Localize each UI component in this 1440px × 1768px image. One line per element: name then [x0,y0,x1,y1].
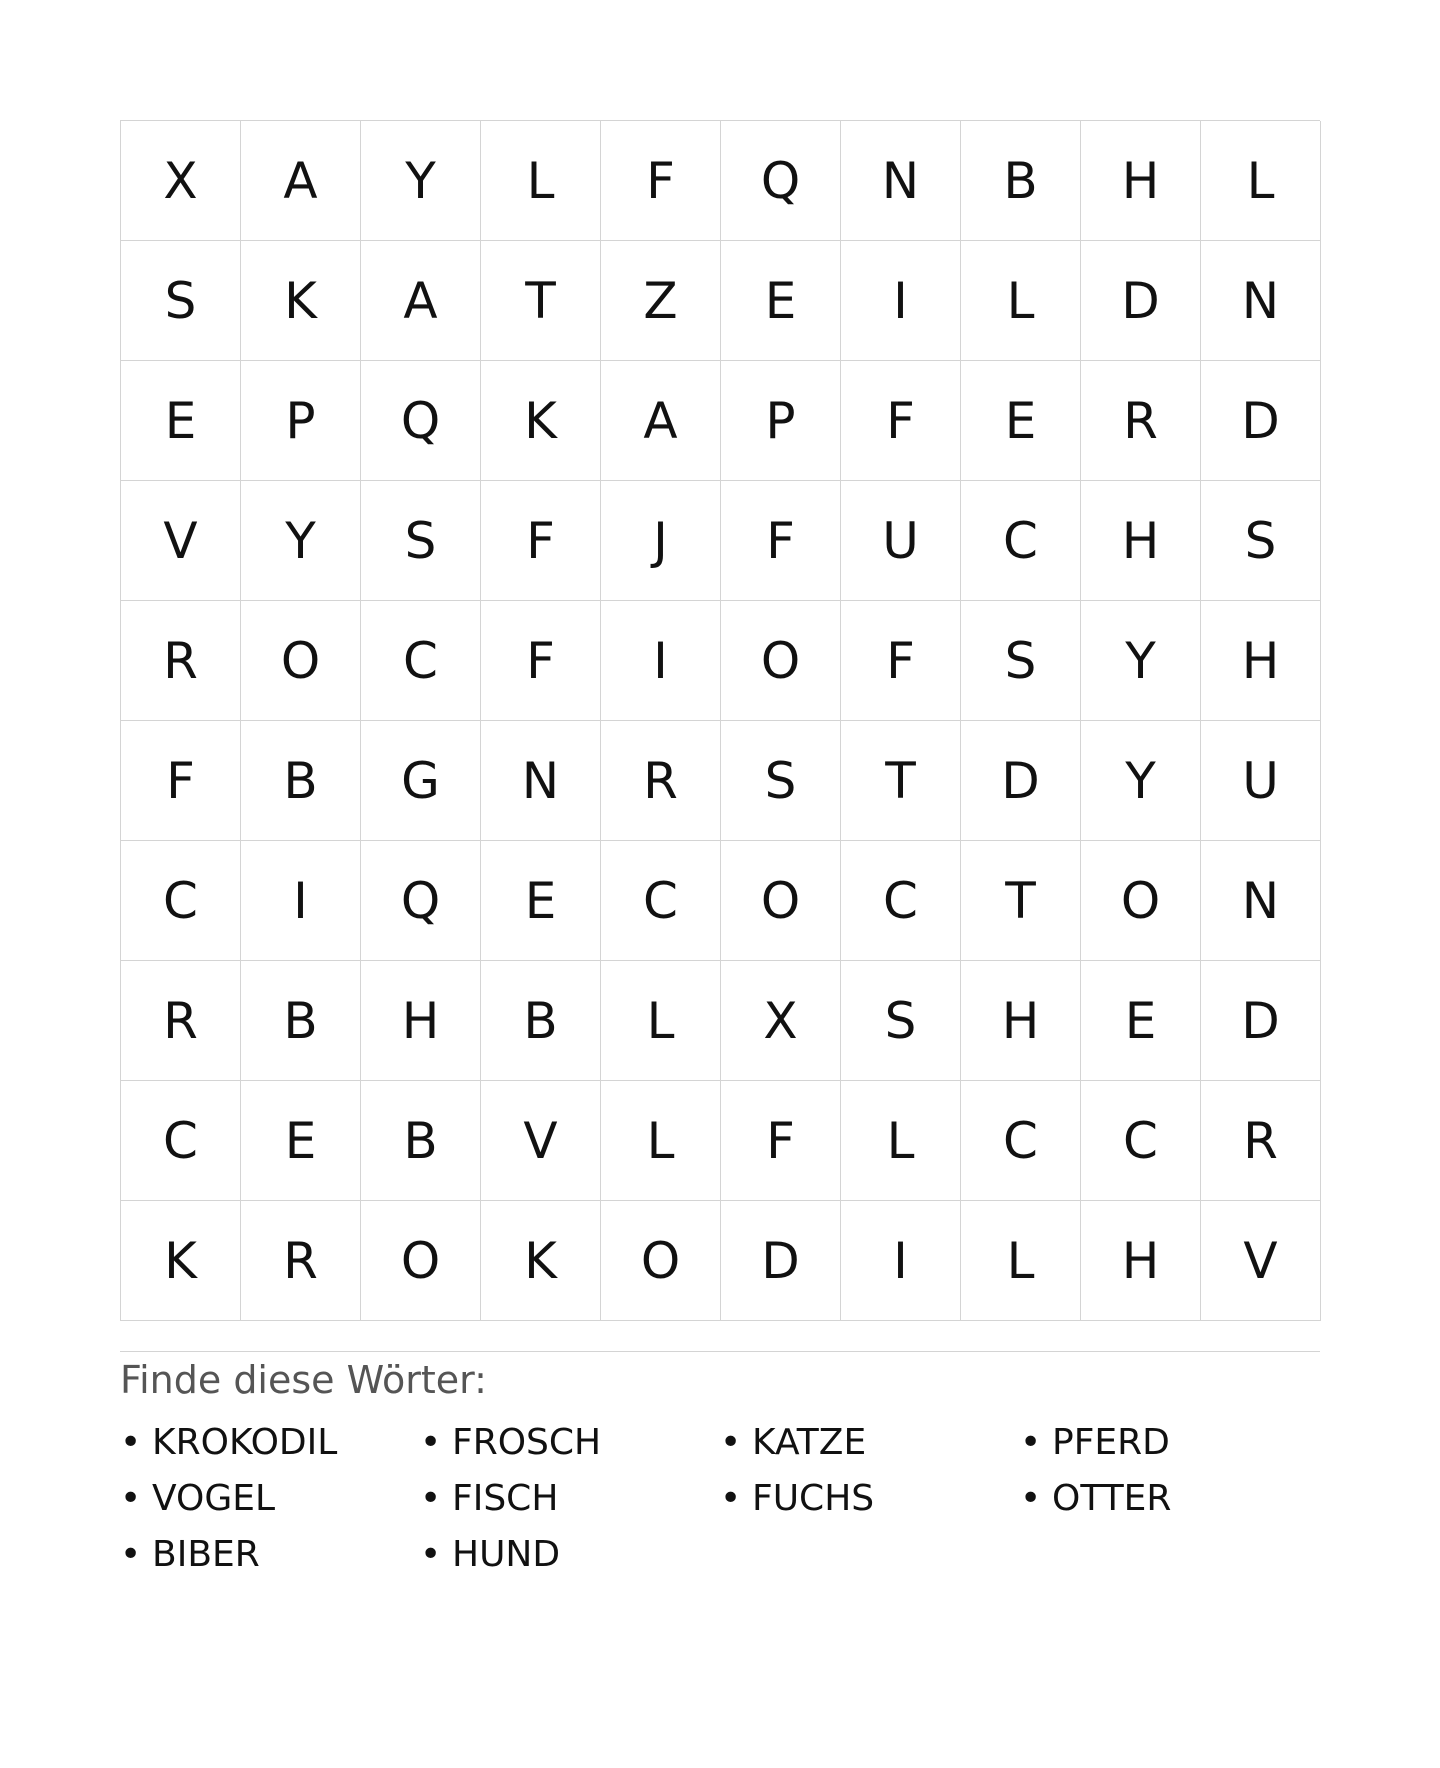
bullet-icon: • [1020,1478,1042,1519]
grid-cell[interactable]: E [961,361,1081,481]
grid-cell[interactable]: A [601,361,721,481]
grid-cell[interactable]: N [1201,841,1321,961]
grid-cell[interactable]: N [481,721,601,841]
word-label: HUND [452,1534,561,1575]
grid-cell[interactable]: H [961,961,1081,1081]
word-item [1020,1476,1320,1522]
word-list [120,1420,1320,1578]
word-label: VOGEL [152,1478,276,1519]
grid-cell[interactable]: V [121,481,241,601]
grid-cell[interactable]: B [961,121,1081,241]
grid-cell[interactable]: E [481,841,601,961]
bullet-icon: • [1020,1422,1042,1463]
grid-cell[interactable]: B [241,961,361,1081]
grid-cell[interactable]: N [841,121,961,241]
grid-cell[interactable]: L [481,121,601,241]
grid-cell[interactable]: H [361,961,481,1081]
grid-cell[interactable]: I [841,1201,961,1321]
grid-cell[interactable]: H [1081,1201,1201,1321]
grid-cell[interactable]: C [121,841,241,961]
grid-cell[interactable]: C [601,841,721,961]
grid-cell[interactable]: F [601,121,721,241]
grid-cell[interactable]: S [1201,481,1321,601]
word-label: OTTER [1052,1478,1172,1519]
grid-cell[interactable]: X [721,961,841,1081]
grid-cell[interactable]: O [601,1201,721,1321]
grid-cell[interactable]: X [121,121,241,241]
grid-cell[interactable]: T [841,721,961,841]
grid-cell[interactable]: O [241,601,361,721]
grid-cell[interactable]: Q [721,121,841,241]
grid-cell[interactable]: D [1201,961,1321,1081]
grid-cell[interactable]: R [241,1201,361,1321]
grid-cell[interactable]: H [1081,481,1201,601]
grid-cell[interactable]: T [481,241,601,361]
bullet-icon: • [120,1422,142,1463]
word-item [420,1420,720,1466]
grid-cell[interactable]: L [841,1081,961,1201]
bullet-icon: • [420,1422,442,1463]
word-item [120,1476,420,1522]
grid-cell[interactable]: F [481,601,601,721]
grid-cell[interactable]: V [481,1081,601,1201]
word-label: KATZE [752,1422,867,1463]
grid-cell[interactable]: L [961,1201,1081,1321]
grid-cell[interactable]: P [721,361,841,481]
bullet-icon: • [120,1478,142,1519]
grid-cell[interactable]: K [481,361,601,481]
grid-cell[interactable]: I [841,241,961,361]
word-label: FROSCH [452,1422,602,1463]
word-item [120,1532,420,1578]
bullet-icon: • [420,1534,442,1575]
grid-cell[interactable]: S [361,481,481,601]
grid-cell[interactable]: S [721,721,841,841]
grid-cell[interactable]: K [241,241,361,361]
grid-cell[interactable]: C [121,1081,241,1201]
grid-cell[interactable]: F [721,481,841,601]
grid-cell[interactable]: G [361,721,481,841]
grid-cell[interactable]: B [241,721,361,841]
grid-cell[interactable]: J [601,481,721,601]
word-item [720,1420,1020,1466]
grid-cell[interactable]: N [1201,241,1321,361]
grid-cell[interactable]: R [1081,361,1201,481]
word-label: PFERD [1052,1422,1170,1463]
grid-cell[interactable]: E [721,241,841,361]
grid-cell[interactable]: C [361,601,481,721]
grid-cell[interactable]: S [121,241,241,361]
word-list-title: Finde diese Wörter: [120,1358,487,1402]
word-label: KROKODIL [152,1422,338,1463]
grid-cell[interactable]: D [1201,361,1321,481]
grid-cell[interactable]: D [961,721,1081,841]
grid-cell[interactable]: Y [361,121,481,241]
grid-cell[interactable]: P [241,361,361,481]
grid-cell[interactable]: Y [241,481,361,601]
grid-cell[interactable]: E [121,361,241,481]
grid-cell[interactable]: O [721,601,841,721]
word-item [120,1420,420,1466]
grid-cell[interactable]: L [601,1081,721,1201]
grid-cell[interactable]: C [961,1081,1081,1201]
bullet-icon: • [720,1478,742,1519]
grid-cell[interactable]: O [361,1201,481,1321]
grid-cell[interactable]: R [1201,1081,1321,1201]
word-item [420,1532,720,1578]
bullet-icon: • [120,1534,142,1575]
grid-cell[interactable]: F [721,1081,841,1201]
bullet-icon: • [420,1478,442,1519]
grid-cell[interactable]: K [481,1201,601,1321]
grid-cell[interactable]: Y [1081,601,1201,721]
grid-cell[interactable]: R [121,601,241,721]
grid-cell[interactable]: A [241,121,361,241]
grid-cell[interactable]: Z [601,241,721,361]
grid-cell[interactable]: A [361,241,481,361]
grid-cell[interactable]: H [1201,601,1321,721]
grid-cell[interactable]: U [1201,721,1321,841]
grid-cell[interactable]: K [121,1201,241,1321]
grid-cell[interactable]: F [481,481,601,601]
bullet-icon: • [720,1422,742,1463]
grid-cell[interactable]: R [121,961,241,1081]
grid-cell[interactable]: S [961,601,1081,721]
grid-cell[interactable]: L [1201,121,1321,241]
grid-cell[interactable]: L [601,961,721,1081]
word-label: FUCHS [752,1478,875,1519]
grid-cell[interactable]: C [841,841,961,961]
word-item [720,1476,1020,1522]
letter-grid [120,120,1320,1321]
divider [120,1351,1320,1352]
word-search-puzzle [120,120,1320,1578]
word-label: FISCH [452,1478,559,1519]
grid-cell[interactable]: F [841,601,961,721]
grid-cell[interactable]: E [1081,961,1201,1081]
word-item [1020,1420,1320,1466]
grid-cell[interactable]: O [721,841,841,961]
word-label: BIBER [152,1534,260,1575]
grid-cell[interactable]: D [721,1201,841,1321]
grid-cell[interactable]: Q [361,841,481,961]
grid-cell[interactable]: L [961,241,1081,361]
grid-cell[interactable]: I [601,601,721,721]
grid-cell[interactable]: C [961,481,1081,601]
word-item [420,1476,720,1522]
grid-cell[interactable]: O [1081,841,1201,961]
grid-cell[interactable]: V [1201,1201,1321,1321]
grid-cell[interactable]: B [361,1081,481,1201]
grid-cell[interactable]: Q [361,361,481,481]
grid-cell[interactable]: F [121,721,241,841]
grid-cell[interactable]: B [481,961,601,1081]
grid-cell[interactable]: R [601,721,721,841]
grid-cell[interactable]: H [1081,121,1201,241]
grid-cell[interactable]: E [241,1081,361,1201]
grid-cell[interactable]: S [841,961,961,1081]
grid-cell[interactable]: C [1081,1081,1201,1201]
grid-cell[interactable]: Y [1081,721,1201,841]
grid-cell[interactable]: T [961,841,1081,961]
grid-cell[interactable]: D [1081,241,1201,361]
grid-cell[interactable]: F [841,361,961,481]
grid-cell[interactable]: I [241,841,361,961]
grid-cell[interactable]: U [841,481,961,601]
